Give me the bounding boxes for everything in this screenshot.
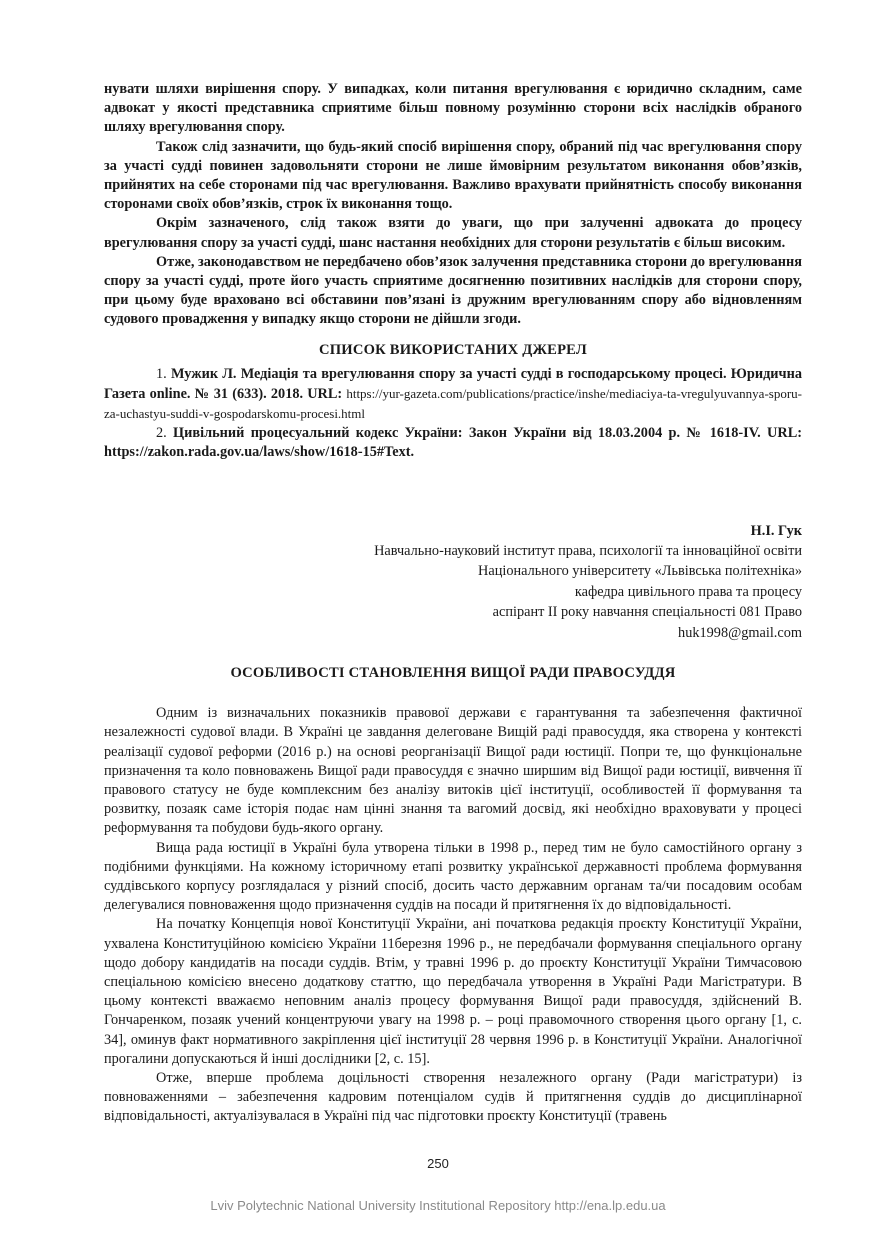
article-paragraph: На початку Концепція нової Конституції України, ані початкова редакція проєкту Конституції України, ухвалена Конституційною комісією України 11березня 1996 р., не передбачали формування спеціального органу щодо добору кандидатів на посади суддів. Втім, у травні 1996 р. до проєкту Конституції України Тимчасовою спеціальною комісією внесено додаткову статтю, що передбачала утворення в Україні Ради Магістратури. В цьому контексті вважаємо неповним аналіз процесу формування Вищої ради правосуддя, здійснений В. Гончаренком, позаяк учений концентруючи увагу на 1998 р. – році правомочного створення цього органу [1, с. 34], оминув факт нормативного закріплення цієї інституції 28 червня 1996 р. в Конституції України. Аналогічної прогалини допускаються й інші дослідники [2, с. 15].: [104, 916, 802, 1067]
reference-item: [104, 424, 802, 462]
author-department: кафедра цивільного права та процесу: [574, 583, 802, 600]
author-position: аспірант II року навчання спеціальності 081 Право: [492, 604, 802, 621]
paragraph-continuation: нувати шляхи вирішення спору. У випадках, коли питання врегулювання є юридично складним, саме адвокат у якості представника сприятиме більш повному розумінню сторони всіх наслідків обраного шляху врегулювання спору.: [104, 81, 802, 136]
reference-number: 2.: [156, 425, 167, 442]
article-paragraph: Одним із визначальних показників правової держави є гарантування та забезпечення фактичної незалежності судової влади. В Україні це завдання делеговане Вищій раді правосуддя, яка створена у контексті реалізації судової реформи (2016 р.) на основі реорганізації Вищої ради юстиції. Попри те, що функціональне призначення та коло повноважень Вищої ради правосуддя є значно ширшим від Вищої ради юстиції, вивчення її правового статусу не буде комплексним без аналізу витоків цієї інституції, особливостей її формування та розвитку, позаяк саме історія подає нам цінні знання та вагомий досвід, які необхідно враховувати у процесі реформування та побудови будь-якого органу.: [104, 705, 802, 837]
author-name: Н.І. Гук: [750, 522, 802, 539]
author-block: [104, 521, 802, 643]
author-institute: Навчально-науковий інститут права, психології та інноваційної освіти: [374, 543, 802, 560]
reference-number: 1.: [156, 365, 167, 382]
document-page: [104, 80, 802, 1127]
reference-text: Цивільний процесуальний кодекс України: Закон України від 18.03.2004 р. № 1618-IV. URL: https://zakon.rada.gov.ua/laws/show/1618-15#Text.: [104, 425, 803, 461]
article-title: ОСОБЛИВОСТІ СТАНОВЛЕННЯ ВИЩОЇ РАДИ ПРАВОСУДДЯ: [230, 665, 676, 682]
article-paragraph: Вища рада юстиції в Україні була утворена тільки в 1998 р., перед тим не було самостійного органу з подібними функціями. На кожному історичному етапі розвитку української державності проблема формування суддівського корпусу розглядалася у різний спосіб, досить часто державним органам та/чи посадовим особам делегувалися повноваження щодо призначення суддів на посади й притягнення їх до відповідальності.: [104, 839, 802, 914]
page-number: 250: [427, 1156, 449, 1171]
reference-item: [104, 365, 802, 425]
author-university: Національного університету «Львівська політехніка»: [478, 563, 802, 580]
sources-heading: СПИСОК ВИКОРИСТАНИХ ДЖЕРЕЛ: [319, 341, 587, 358]
paragraph: Також слід зазначити, що будь-який спосіб вирішення спору, обраний під час врегулювання спору за участі судді повинен задовольняти сторони не лише ймовірним результатом виконання обов’язків, прийнятих на себе сторонами під час врегулювання. Важливо врахувати прийнятність способу виконання сторонами своїх обов’язків, строк їх виконання тощо.: [104, 138, 802, 213]
reference-text: Мужик Л. Медіація та врегулювання спору за участі судді в господарському процесі. Юридична Газета online. № 31 (633). 2018. URL:: [104, 365, 802, 402]
paragraph: Отже, законодавством не передбачено обов’язок залучення представника сторони до врегулювання спору за участі судді, проте його участь сприятиме досягненню позитивних наслідків для сторони спору, при цьому буде враховано всі обставини пов’язані із дружним врегулюванням спору або відновленням судового провадження у випадку якщо сторони не дійшли згоди.: [104, 253, 802, 328]
reference-url[interactable]: https://yur-gazeta.com/publications/practice/inshe/mediaciya-ta-vregulyuvannya-sporu-za-uchastyu-suddi-v-gospodarskomu-procesi.html: [104, 385, 802, 422]
repository-footer: Lviv Polytechnic National University Institutional Repository http://ena.lp.edu.ua: [210, 1198, 666, 1213]
paragraph: Окрім зазначеного, слід також взяти до уваги, що при залученні адвоката до процесу врегулювання спору за участі судді, шанс настання необхідних для сторони результатів є більш високим.: [104, 215, 802, 251]
article-paragraph: Отже, вперше проблема доцільності створення незалежного органу (Ради магістратури) із повноваженнями – забезпечення кадровим потенціалом судів й притягнення суддів до дисциплінарної відповідальності, актуалізувалася в Україні під час підготовки проєкту Конституції (травень: [104, 1069, 802, 1125]
author-email[interactable]: huk1998@gmail.com: [678, 624, 802, 641]
